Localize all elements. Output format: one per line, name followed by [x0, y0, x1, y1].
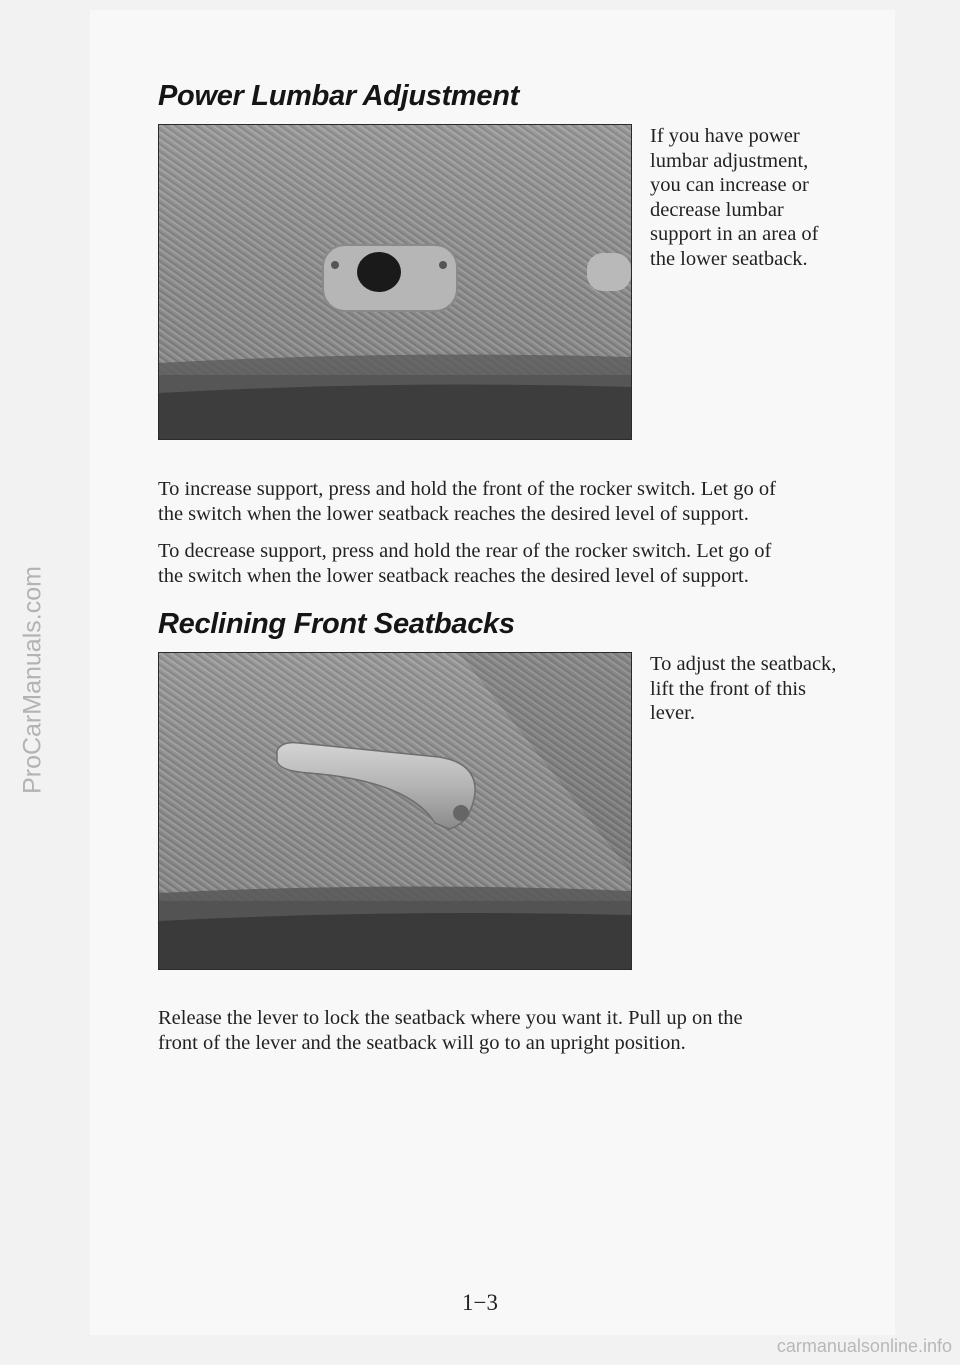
recline-side-text: To adjust the seatback, lift the front of this lever.	[650, 653, 837, 724]
side-watermark: ProCarManuals.com	[18, 566, 47, 794]
section-heading-reclining-seatbacks: Reclining Front Seatbacks	[158, 608, 515, 640]
decrease-support-paragraph: To decrease support, press and hold the rear of the rocker switch. Let go of the switch when the lower seatback reaches the desired level of support.	[158, 540, 772, 587]
increase-support-paragraph: To increase support, press and hold the front of the rocker switch. Let go of the switch when the lower seatback reaches the desired level of support.	[158, 478, 776, 525]
lever-pivot-icon	[453, 805, 469, 821]
recline-lever-photo	[158, 652, 632, 970]
lumbar-switch-image	[159, 125, 631, 439]
lumbar-side-text: If you have power lumbar adjustment, you can increase or decrease lumbar support in an area of the lower seatback.	[650, 125, 819, 270]
release-lever-paragraph: Release the lever to lock the seatback where you want it. Pull up on the front of the lever and the seatback will go to an upright position.	[158, 1007, 743, 1054]
rocker-switch-icon	[357, 252, 401, 292]
bottom-watermark: carmanualsonline.info	[776, 1336, 952, 1356]
lumbar-switch-photo	[158, 124, 632, 440]
recline-lever-tip	[587, 253, 631, 291]
recline-lever-image	[159, 653, 631, 969]
section-heading-power-lumbar: Power Lumbar Adjustment	[158, 80, 520, 112]
page-number: 1−3	[462, 1290, 498, 1315]
